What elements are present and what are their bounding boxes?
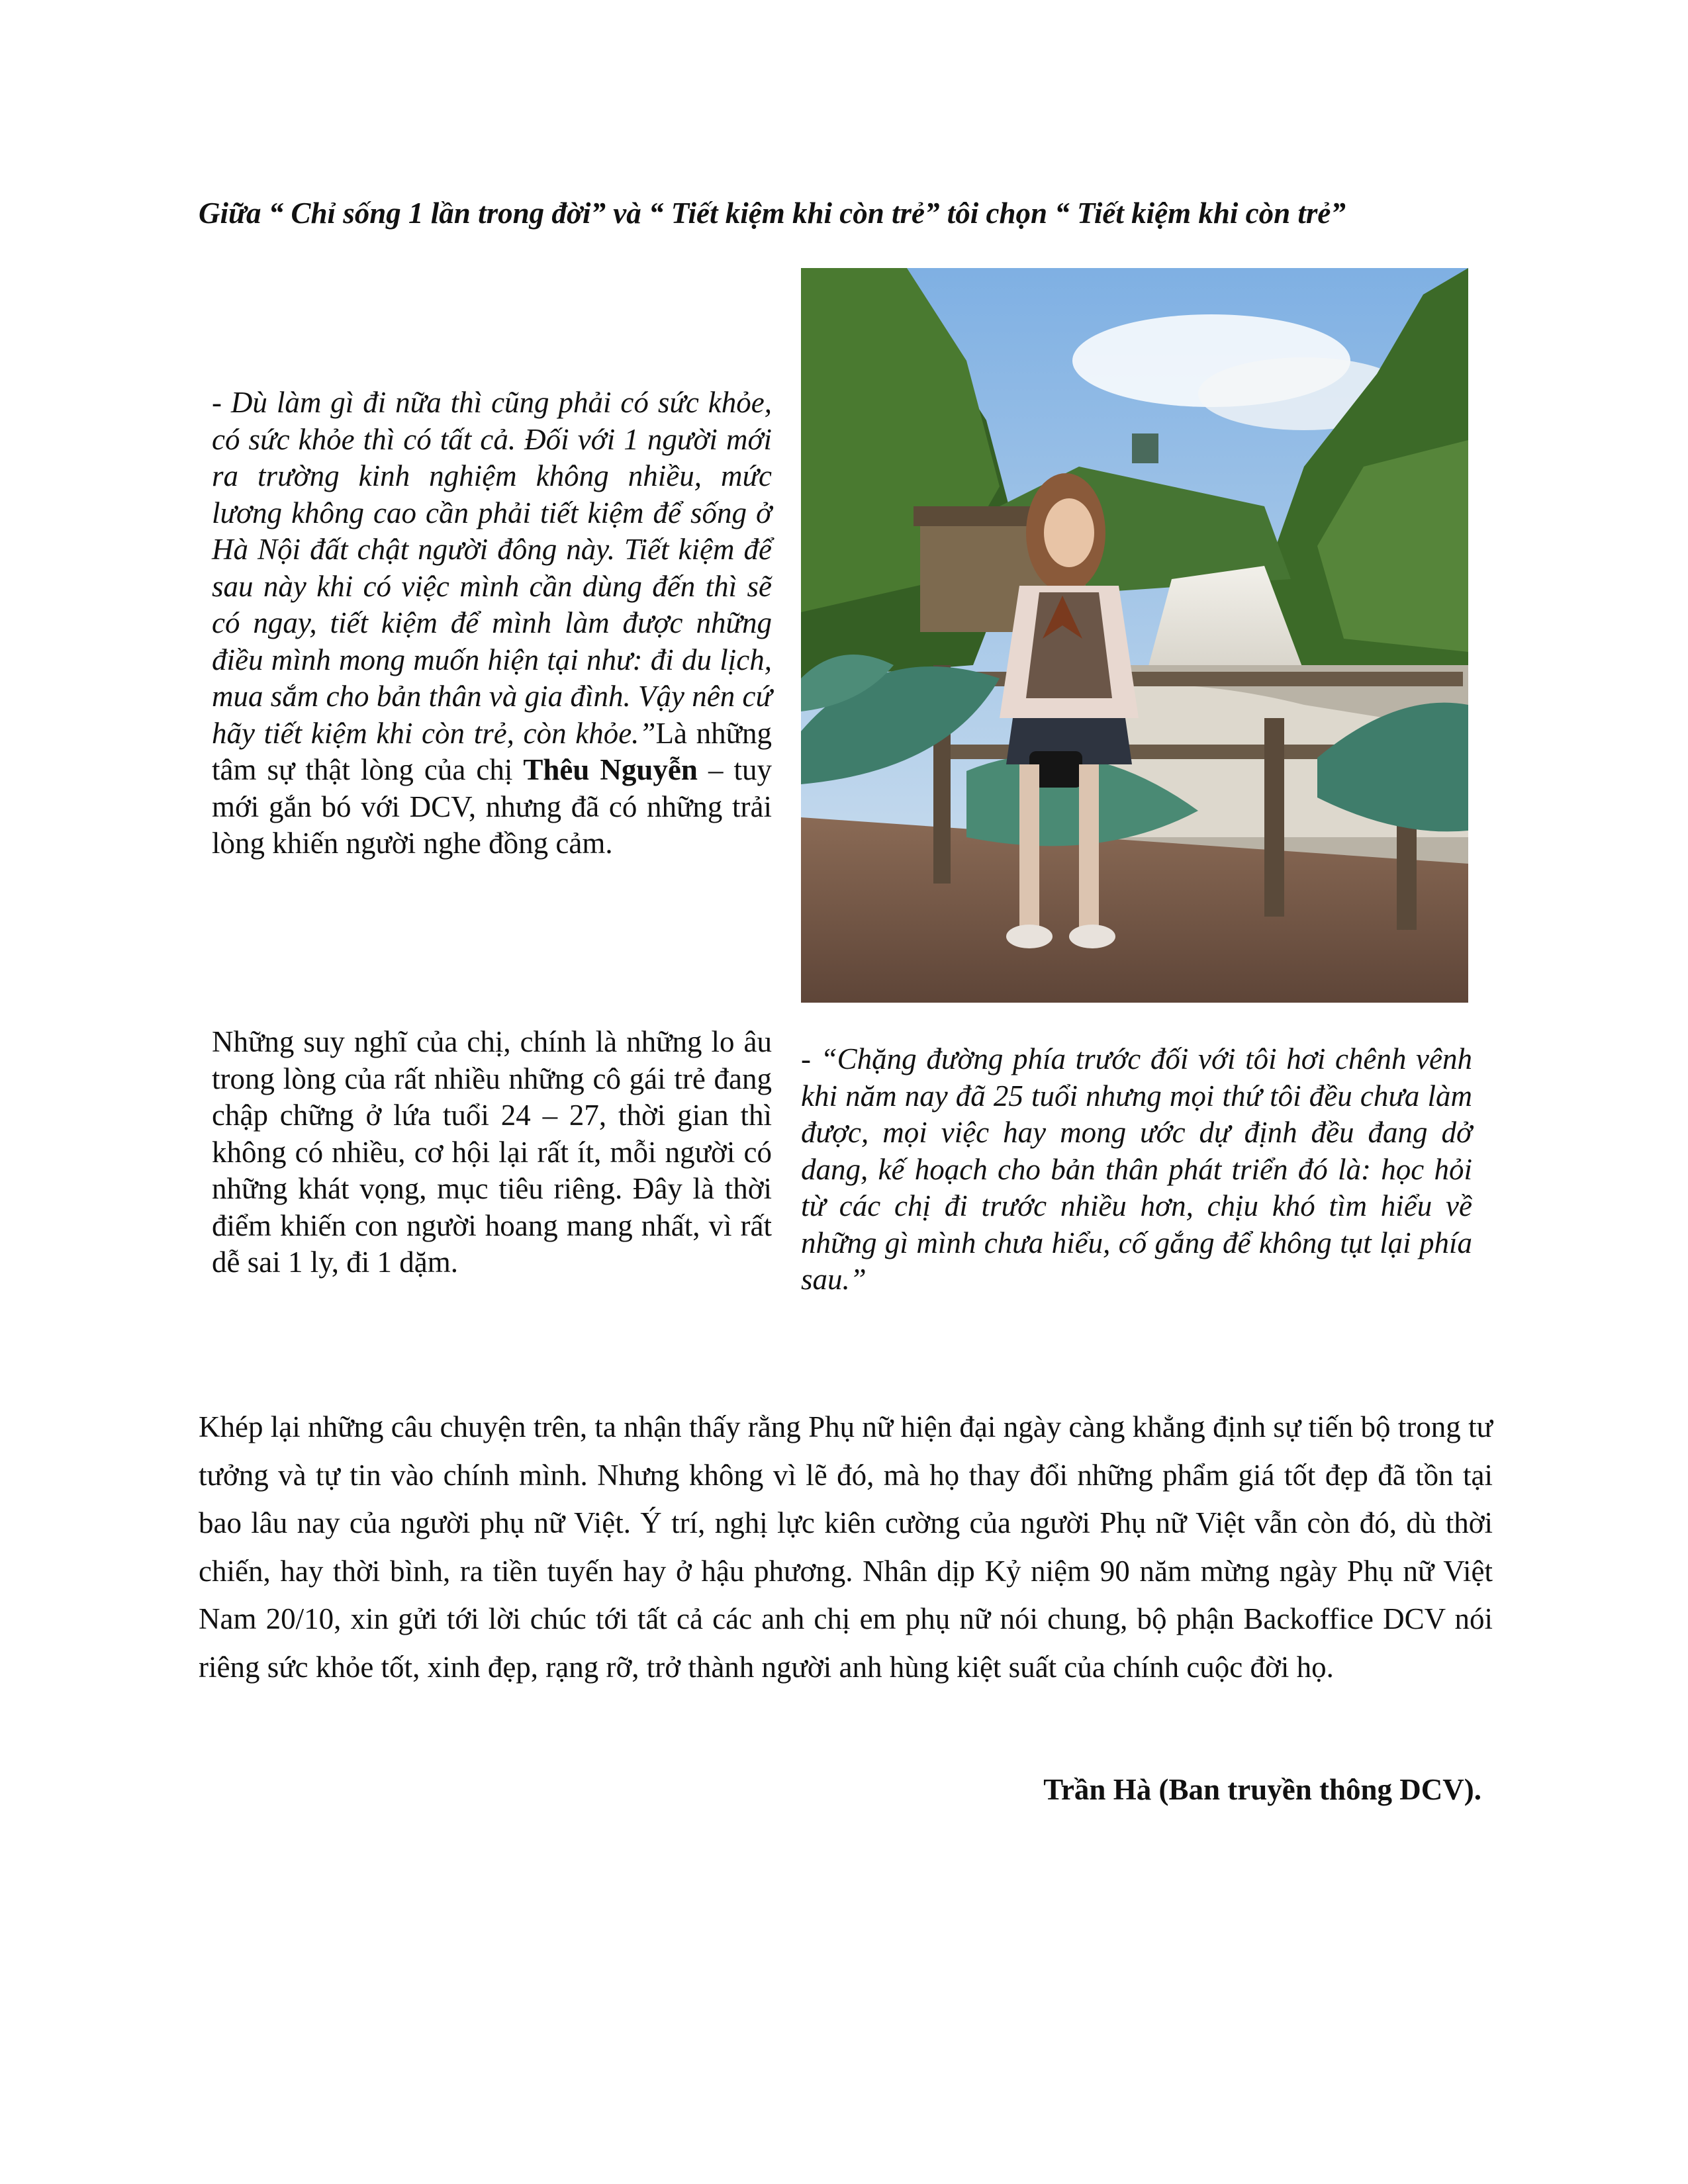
author-signature: Trần Hà (Ban truyền thông DCV). [1043, 1773, 1481, 1806]
first-quote-text: - Dù làm gì đi nữa thì cũng phải có sức khỏe, có sức khỏe thì có tất cả. Đối với 1 người mới ra trường kinh nghiệm không nhiều, mức lương không cao cần phải tiết kiệm để sống ở Hà Nội đất chật người đông này. Tiết kiệm để sau này khi có việc mình cần dùng đến thì sẽ có ngay, tiết kiệm để mình làm được những điều mình mong muốn hiện tại như: đi du lịch, mua sắm cho bản thân và gia đình. Vậy nên cứ hãy tiết kiệm khi còn trẻ, còn khỏe.” [212, 386, 772, 750]
intro-text: Là những tâm sự thật lòng của chị [212, 716, 772, 786]
photo-illustration [801, 268, 1468, 1003]
person-name: Thêu Nguyễn [523, 753, 698, 786]
commentary-paragraph: Những suy nghĩ của chị, chính là những lo âu trong lòng của rất nhiều những cô gái trẻ đang chập chững ở lứa tuổi 24 – 27, thời gian thì không có nhiều, cơ hội lại rất ít, mỗi người có những khát vọng, mục tiêu riêng. Đây là thời điểm khiến con người hoang mang nhất, vì rất dễ sai 1 ly, đi 1 dặm. [212, 1025, 772, 1279]
second-quote-paragraph: - “Chặng đường phía trước đối với tôi hơi chênh vênh khi năm nay đã 25 tuổi nhưng mọi thứ tôi đều chưa làm được, mọi việc hay mong ước dự định đều đang dở dang, kế hoạch cho bản thân phát triển đó là: học hỏi từ các chị đi trước nhiều hơn, chịu khó tìm hiểu về những gì mình chưa hiểu, cố gắng để không tụt lại phía sau.” [801, 1042, 1472, 1296]
intro-tail-text: – tuy mới gắn bó với DCV, nhưng đã có những trải lòng khiến người nghe đồng cảm. [212, 753, 772, 860]
closing-paragraph: Khép lại những câu chuyện trên, ta nhận thấy rằng Phụ nữ hiện đại ngày càng khẳng định sự tiến bộ trong tư tưởng và tự tin vào chính mình. Nhưng không vì lẽ đó, mà họ thay đổi những phẩm giá tốt đẹp đã tồn tại bao lâu nay của người phụ nữ Việt. Ý trí, nghị lực kiên cường của người Phụ nữ Việt vẫn còn đó, dù thời chiến, hay thời bình, ra tiền tuyến hay ở hậu phương. Nhân dịp Kỷ niệm 90 năm mừng ngày Phụ nữ Việt Nam 20/10, xin gửi tới lời chúc tới tất cả các anh chị em phụ nữ nói chung, bộ phận Backoffice DCV nói riêng sức khỏe tốt, xinh đẹp, rạng rỡ, trở thành người anh hùng kiệt suất của chính cuộc đời họ. [199, 1410, 1493, 1684]
quote-paragraph-theu-nguyen [212, 385, 772, 862]
woman-by-waterfall-photo [801, 268, 1468, 1003]
article-heading: Giữa “ Chỉ sống 1 lần trong đời” và “ Tiết kiệm khi còn trẻ” tôi chọn “ Tiết kiệm khi còn trẻ” [199, 197, 1346, 230]
